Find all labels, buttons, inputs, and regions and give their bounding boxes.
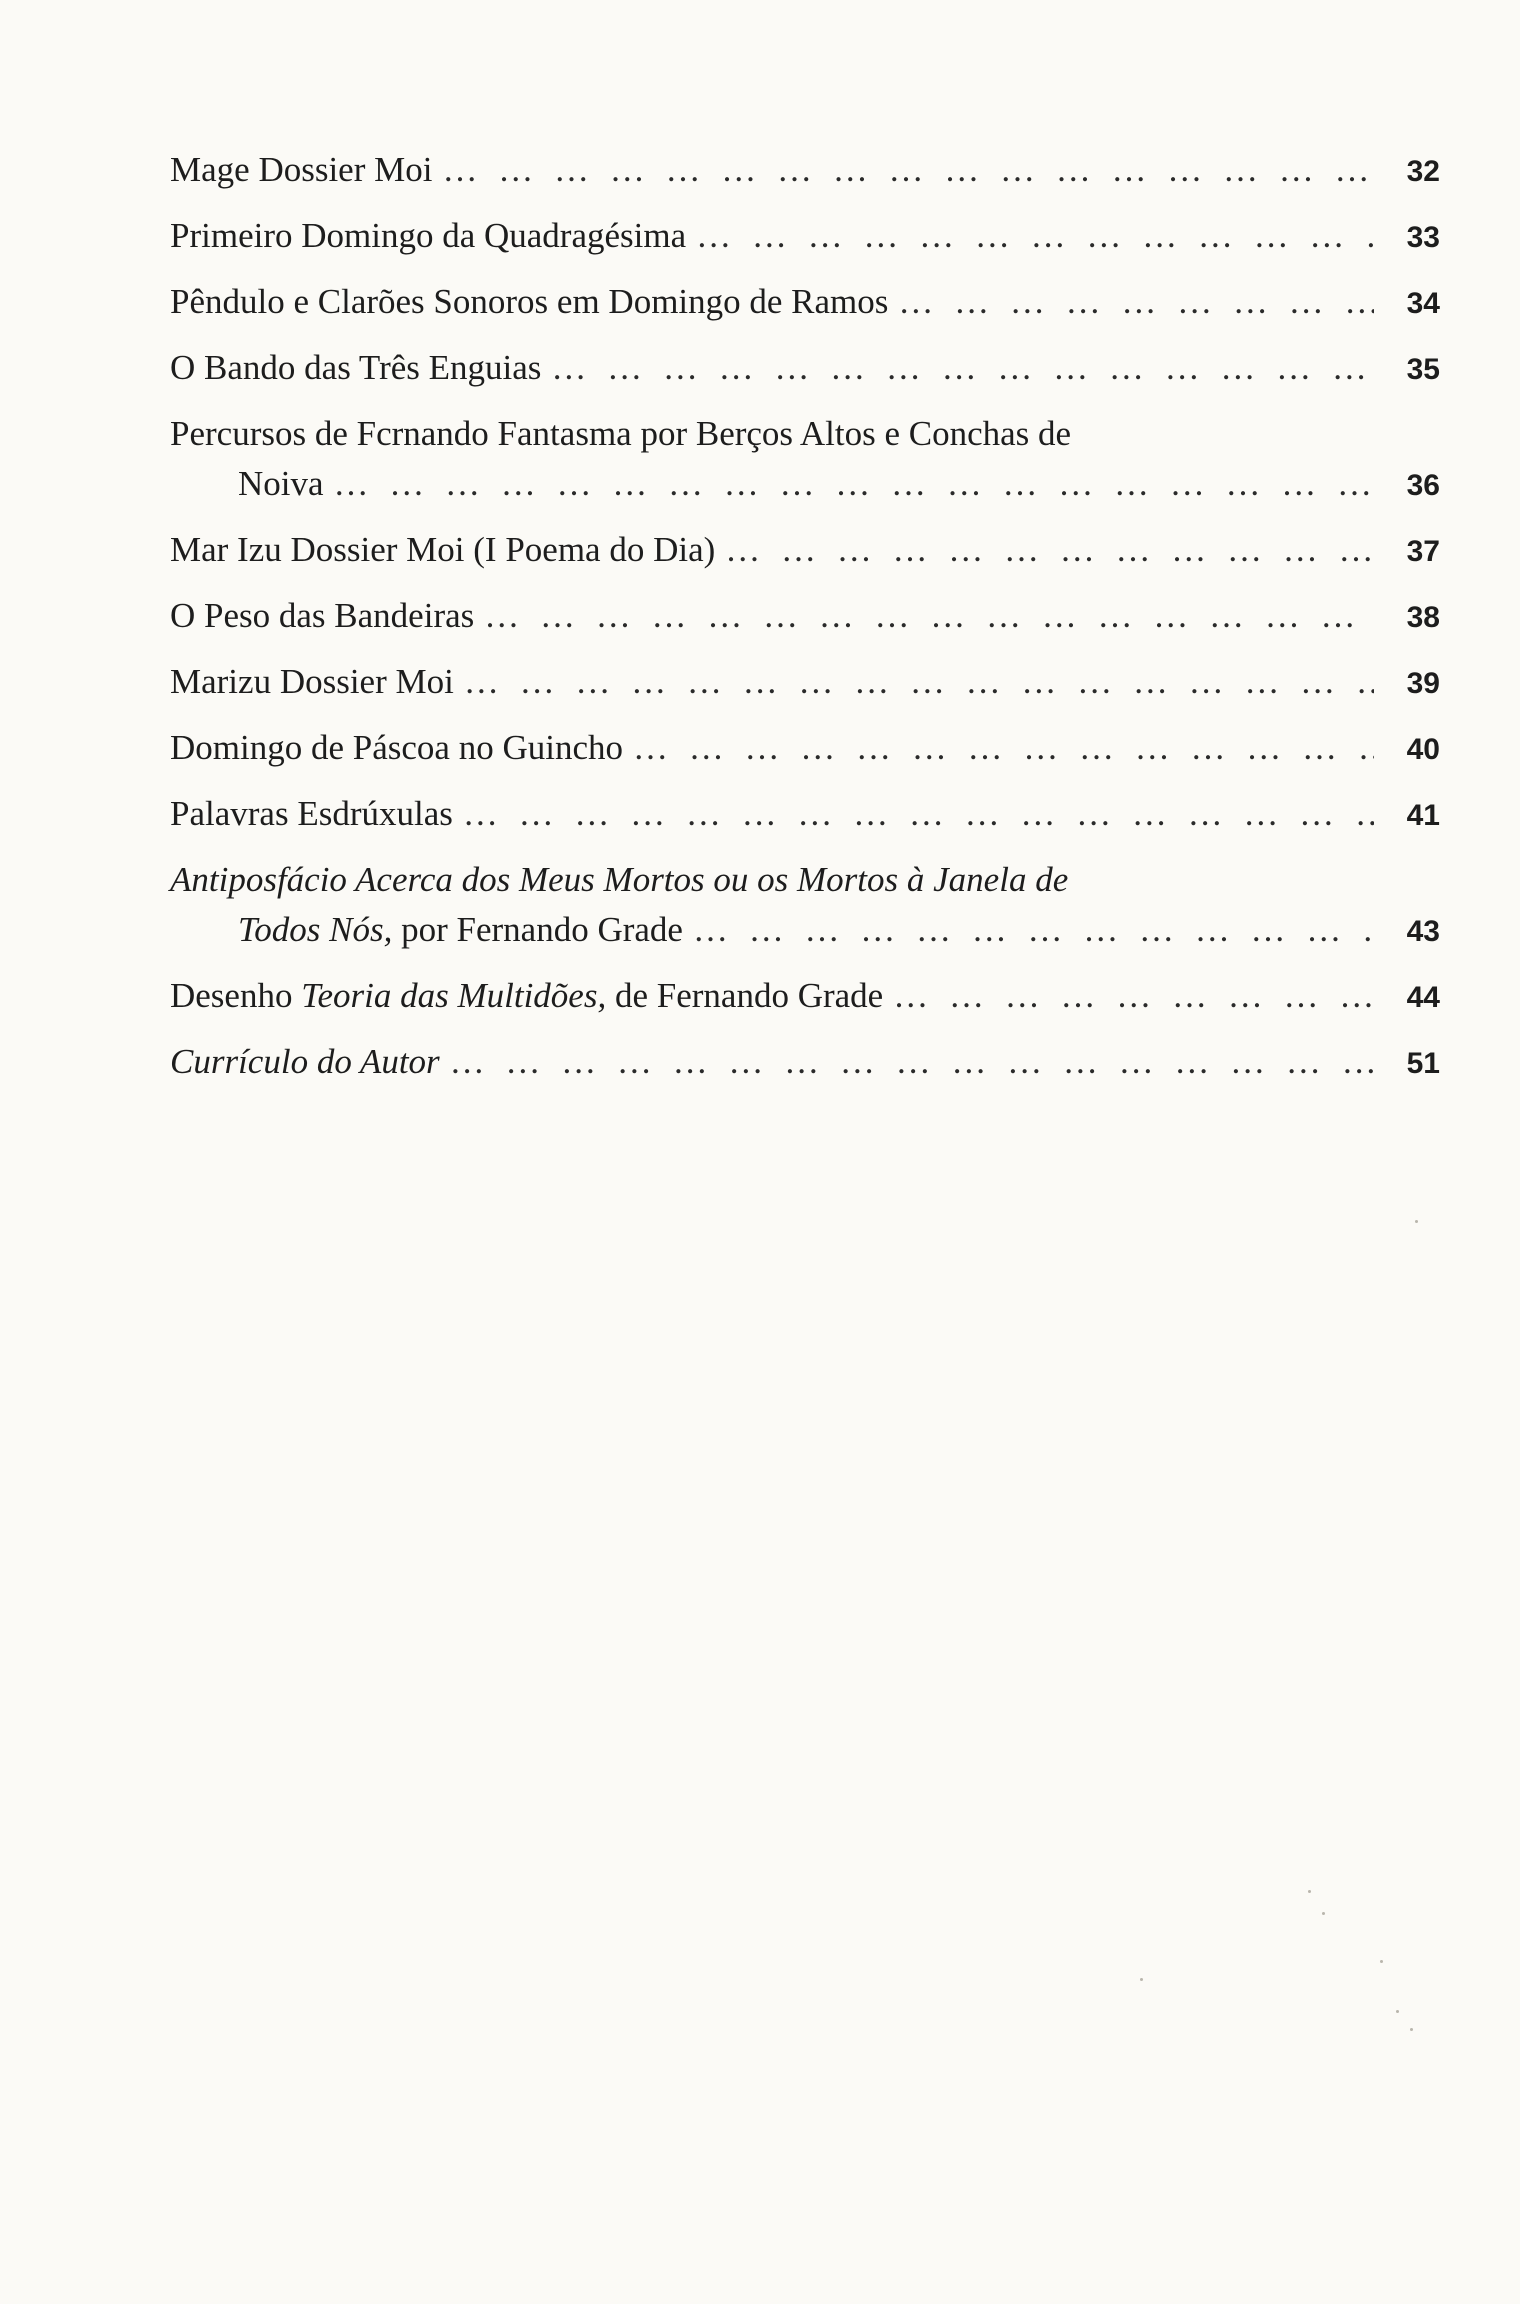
toc-entry-title: Primeiro Domingo da Quadragésima bbox=[170, 216, 687, 255]
toc-entry bbox=[170, 723, 1440, 775]
toc-entry-page: 44 bbox=[1406, 981, 1440, 1014]
toc-entry-title-prefix: Desenho bbox=[170, 976, 302, 1015]
leader-dots bbox=[464, 657, 1374, 707]
leader-dots bbox=[693, 905, 1374, 955]
toc-entry-page: 38 bbox=[1406, 601, 1440, 634]
toc-entry-title: O Bando das Três Enguias bbox=[170, 348, 542, 387]
toc-entry-title: Mage Dossier Moi bbox=[170, 150, 433, 189]
leader-dots bbox=[334, 459, 1374, 509]
toc-entry bbox=[170, 409, 1440, 511]
toc-entry bbox=[170, 971, 1440, 1023]
paper-speck bbox=[1415, 1220, 1418, 1223]
leader-dots bbox=[450, 1037, 1374, 1087]
toc-entry-title: Palavras Esdrúxulas bbox=[170, 794, 453, 833]
toc-entry bbox=[170, 855, 1440, 957]
toc-entry-title: Antiposfácio Acerca dos Meus Mortos ou os Mortos à Janela de bbox=[170, 860, 1069, 899]
toc-entry-title-rest: por Fernando Grade bbox=[392, 910, 683, 949]
paper-speck bbox=[1380, 1960, 1383, 1963]
toc-entry-title: Mar Izu Dossier Moi (I Poema do Dia) bbox=[170, 530, 716, 569]
table-of-contents bbox=[170, 145, 1460, 1103]
toc-entry bbox=[170, 525, 1440, 577]
toc-entry-page: 43 bbox=[1406, 915, 1440, 948]
toc-entry-page: 37 bbox=[1406, 535, 1440, 568]
toc-entry-title-italic: Teoria das Multidões, bbox=[301, 976, 607, 1015]
toc-entry-continuation bbox=[170, 459, 1440, 511]
toc-entry bbox=[170, 211, 1440, 263]
toc-entry-page: 32 bbox=[1406, 155, 1440, 188]
toc-entry-page: 40 bbox=[1406, 733, 1440, 766]
leader-dots bbox=[633, 723, 1374, 773]
leader-dots bbox=[893, 971, 1374, 1021]
leader-dots bbox=[696, 211, 1374, 261]
toc-entry-page: 51 bbox=[1406, 1047, 1440, 1080]
toc-entry bbox=[170, 1037, 1440, 1089]
leader-dots bbox=[725, 525, 1374, 575]
toc-entry bbox=[170, 343, 1440, 395]
toc-entry bbox=[170, 145, 1440, 197]
toc-entry-page: 35 bbox=[1406, 353, 1440, 386]
toc-entry-title: Marizu Dossier Moi bbox=[170, 662, 454, 701]
leader-dots bbox=[463, 789, 1374, 839]
toc-entry bbox=[170, 789, 1440, 841]
toc-entry-title-continued bbox=[238, 905, 683, 955]
toc-entry-page: 41 bbox=[1406, 799, 1440, 832]
toc-entry-title-italic: Todos Nós, bbox=[238, 910, 393, 949]
toc-entry-title: Pêndulo e Clarões Sonoros em Domingo de Ramos bbox=[170, 282, 889, 321]
toc-entry-title bbox=[170, 971, 883, 1021]
toc-entry-title: Domingo de Páscoa no Guincho bbox=[170, 728, 623, 767]
leader-dots bbox=[551, 343, 1374, 393]
toc-entry-title-continued: Noiva bbox=[238, 464, 324, 503]
paper-speck bbox=[1322, 1912, 1325, 1915]
toc-entry bbox=[170, 277, 1440, 329]
toc-entry-title-suffix: de Fernando Grade bbox=[606, 976, 884, 1015]
toc-entry-title: O Peso das Bandeiras bbox=[170, 596, 475, 635]
toc-entry bbox=[170, 591, 1440, 643]
leader-dots bbox=[898, 277, 1374, 327]
leader-dots bbox=[442, 145, 1374, 195]
paper-speck bbox=[1308, 1890, 1311, 1893]
toc-entry-title: Currículo do Autor bbox=[170, 1042, 440, 1081]
toc-entry bbox=[170, 657, 1440, 709]
paper-speck bbox=[1410, 2028, 1413, 2031]
toc-entry-page: 36 bbox=[1406, 469, 1440, 502]
toc-entry-title: Percursos de Fcrnando Fantasma por Berços Altos e Conchas de bbox=[170, 414, 1072, 453]
toc-entry-continuation bbox=[170, 905, 1440, 957]
toc-entry-page: 34 bbox=[1406, 287, 1440, 320]
paper-speck bbox=[1396, 2010, 1399, 2013]
leader-dots bbox=[484, 591, 1374, 641]
toc-entry-page: 39 bbox=[1406, 667, 1440, 700]
toc-entry-page: 33 bbox=[1406, 221, 1440, 254]
paper-speck bbox=[1140, 1978, 1143, 1981]
